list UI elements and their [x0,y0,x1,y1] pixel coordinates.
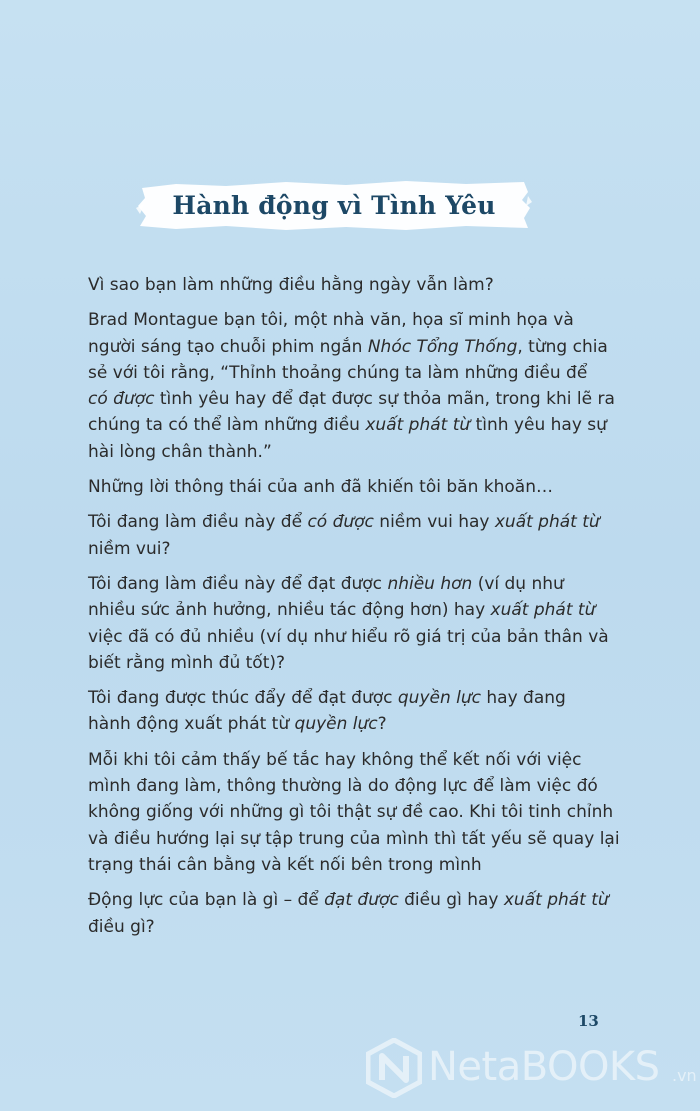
text-line [88,412,628,438]
text-run: niềm vui? [88,538,171,559]
text-line [88,624,628,650]
text-run: Tôi đang làm điều này để [88,512,308,533]
italic-run: quyền lực [294,714,378,735]
page-title: Hành động vì Tình Yêu [172,190,496,220]
paragraph [88,272,628,298]
body-text [88,272,628,949]
italic-run: đạt được [324,890,399,911]
text-run: và điều hướng lại sự tập trung của mình thì tất yếu sẽ quay lại [88,828,620,849]
watermark-brand: NetaBOOKS [428,1044,660,1090]
text-run: trạng thái cân bằng và kết nối bên trong mình [88,854,482,875]
text-run: chúng ta có thể làm những điều [88,415,366,436]
text-run: điều gì hay [398,890,504,911]
text-line [88,650,628,676]
netabooks-watermark [366,1036,700,1100]
text-run: Vì sao bạn làm những điều hằng ngày vẫn làm? [88,275,494,295]
text-run: việc đã có đủ nhiều (ví dụ như hiểu rõ giá trị của bản thân và [88,626,609,647]
page-number: 13 [578,1012,599,1030]
text-line [88,360,628,386]
text-run: Tôi đang làm điều này để đạt được [88,573,388,594]
text-line [88,334,628,360]
text-run: biết rằng mình đủ tốt)? [88,652,286,673]
paragraph [88,685,628,738]
paragraph [88,474,628,500]
paragraph [88,509,628,562]
text-line [88,474,628,500]
paragraph [88,747,628,878]
text-run: không giống với những gì tôi thật sự đề cao. Khi tôi tinh chỉnh [88,802,614,823]
text-line [88,272,628,298]
text-run: , từng chia [517,336,608,357]
paragraph [88,571,628,676]
italic-run: xuất phát từ [494,512,600,533]
title-banner [136,178,532,232]
text-line [88,826,628,852]
text-line [88,799,628,825]
italic-run: nhiều hơn [387,573,473,594]
watermark-suffix: .vn [672,1066,697,1085]
text-line [88,307,628,333]
text-line [88,571,628,597]
italic-run: quyền lực [397,688,481,709]
text-line [88,685,628,711]
text-run: niềm vui hay [373,512,495,533]
text-line [88,439,628,465]
text-line [88,914,628,940]
italic-run: có được [88,389,155,410]
text-run: (ví dụ như [472,573,564,594]
text-run: hành động xuất phát từ [88,714,295,735]
text-line [88,887,628,913]
text-run: Mỗi khi tôi cảm thấy bế tắc hay không thể kết nối với việc [88,749,582,770]
text-run: hay đang [480,688,566,709]
text-run: Động lực của bạn là gì – để [88,890,325,911]
text-line [88,386,628,412]
text-run: Brad Montague bạn tôi, một nhà văn, họa sĩ minh họa và [88,310,574,331]
netabooks-logo-icon [366,1038,422,1098]
text-line [88,597,628,623]
italic-run: xuất phát từ [490,600,596,621]
italic-run: có được [307,512,374,533]
italic-run: Nhóc Tổng Thống [367,336,518,357]
text-run: tình yêu hay sự [470,415,607,436]
text-run: tình yêu hay để đạt được sự thỏa mãn, trong khi lẽ ra [154,389,615,410]
text-line [88,711,628,737]
text-run: mình đang làm, thông thường là do động lực để làm việc đó [88,776,598,797]
text-run: điều gì? [88,916,155,937]
text-line [88,747,628,773]
paragraph [88,307,628,465]
text-run: ? [377,714,387,735]
text-run: Những lời thông thái của anh đã khiến tôi băn khoăn… [88,477,553,498]
text-run: sẻ với tôi rằng, “Thỉnh thoảng chúng ta làm những điều để [88,362,588,383]
text-run: hài lòng chân thành.” [88,441,272,462]
paragraph [88,887,628,940]
text-run: nhiều sức ảnh hưởng, nhiều tác động hơn) hay [88,600,491,621]
text-line [88,536,628,562]
italic-run: xuất phát từ [365,415,471,436]
text-line [88,773,628,799]
text-run: người sáng tạo chuỗi phim ngắn [88,336,368,357]
text-line [88,852,628,878]
italic-run: xuất phát từ [503,890,609,911]
text-line [88,509,628,535]
text-run: Tôi đang được thúc đẩy để đạt được [88,688,398,709]
